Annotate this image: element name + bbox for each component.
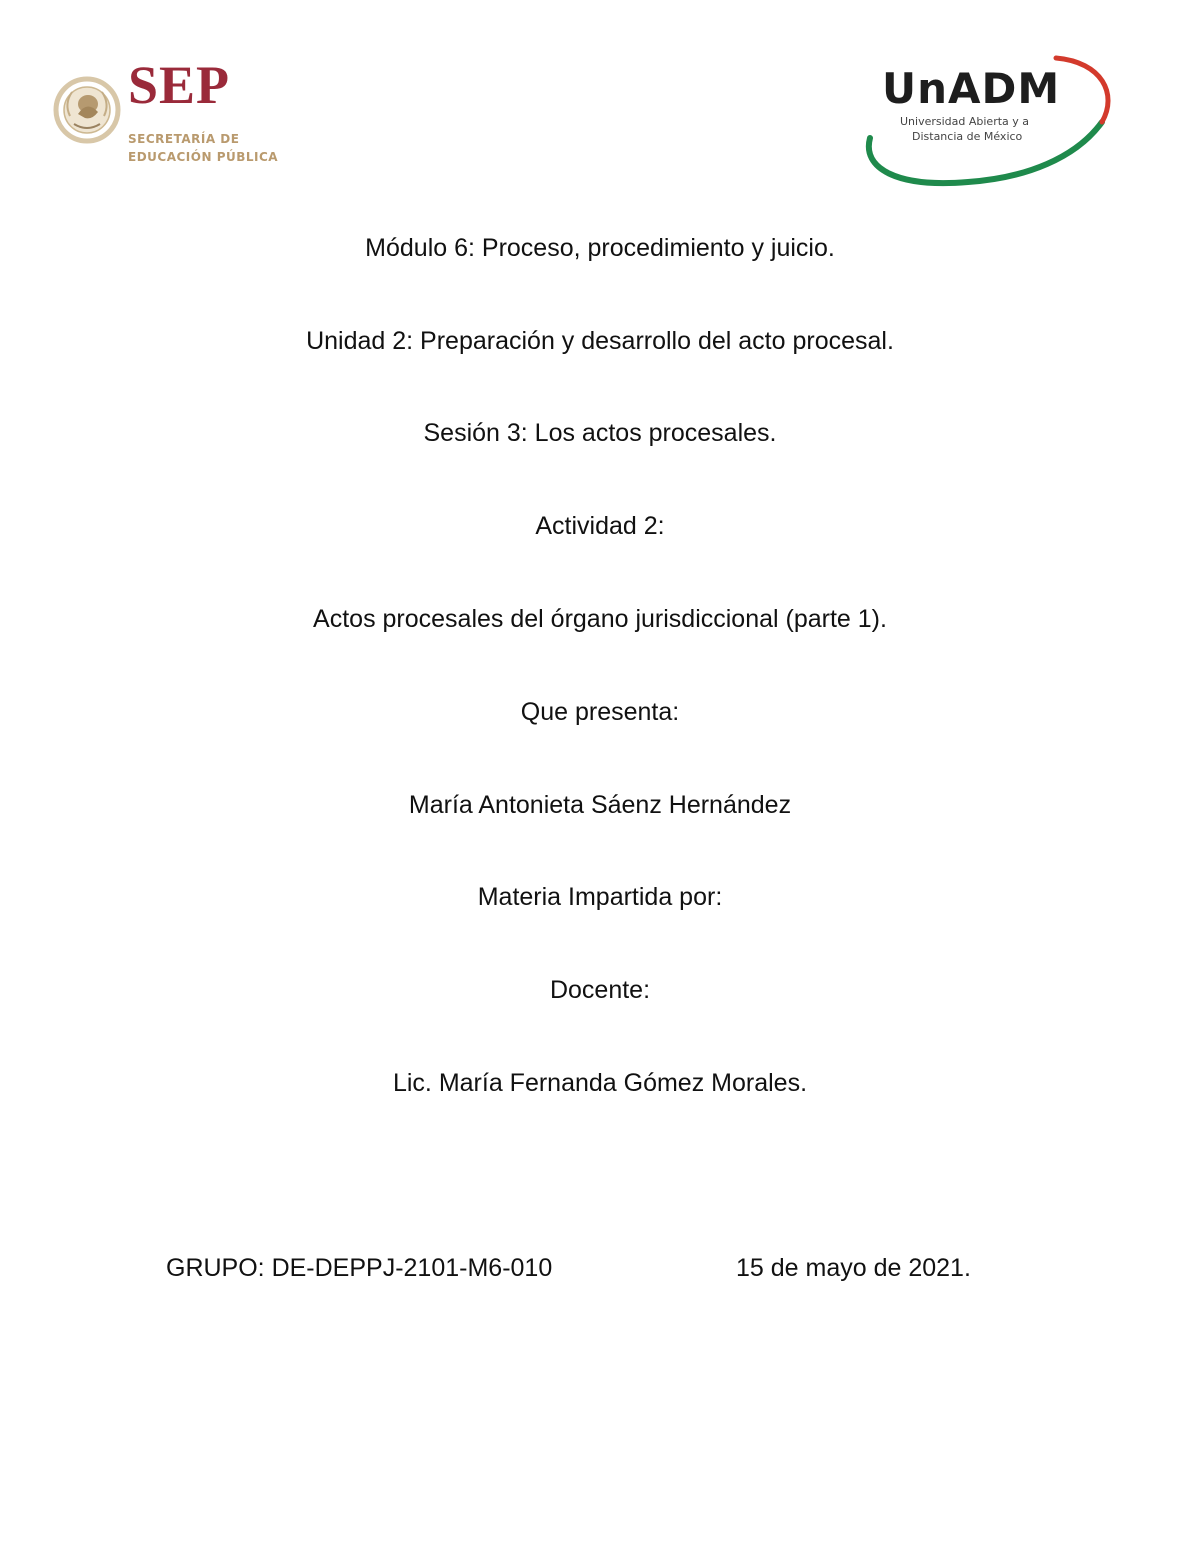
sep-subtitle-line2: EDUCACIÓN PÚBLICA <box>128 150 279 164</box>
session-title: Sesión 3: Los actos procesales. <box>423 419 777 447</box>
student-name: María Antonieta Sáenz Hernández <box>408 791 792 819</box>
unit-title: Unidad 2: Preparación y desarrollo del acto procesal. <box>306 327 894 355</box>
sep-subtitle-line1: SECRETARÍA DE <box>128 132 240 146</box>
submission-date: 15 de mayo de 2021. <box>736 1254 971 1282</box>
unadm-subtitle-line2: Distancia de México <box>912 130 1023 143</box>
teacher-label: Docente: <box>549 976 651 1004</box>
group-code: GRUPO: DE-DEPPJ-2101-M6-010 <box>166 1254 553 1282</box>
activity-title: Actos procesales del órgano jurisdiccional (parte 1). <box>313 605 887 633</box>
teacher-name: Lic. María Fernanda Gómez Morales. <box>392 1069 808 1097</box>
module-title: Módulo 6: Proceso, procedimiento y juicio. <box>365 234 835 262</box>
unadm-wordmark: UnADM <box>882 64 1061 113</box>
taught-by-label: Materia Impartida por: <box>477 883 723 911</box>
activity-label: Actividad 2: <box>535 512 665 540</box>
unadm-logo <box>856 50 1118 190</box>
mexico-coat-of-arms-icon <box>52 64 122 164</box>
presenter-label: Que presenta: <box>520 698 680 726</box>
unadm-subtitle-line1: Universidad Abierta y a <box>900 115 1030 128</box>
sep-wordmark: SEP <box>128 55 231 115</box>
sep-logo <box>52 55 279 172</box>
